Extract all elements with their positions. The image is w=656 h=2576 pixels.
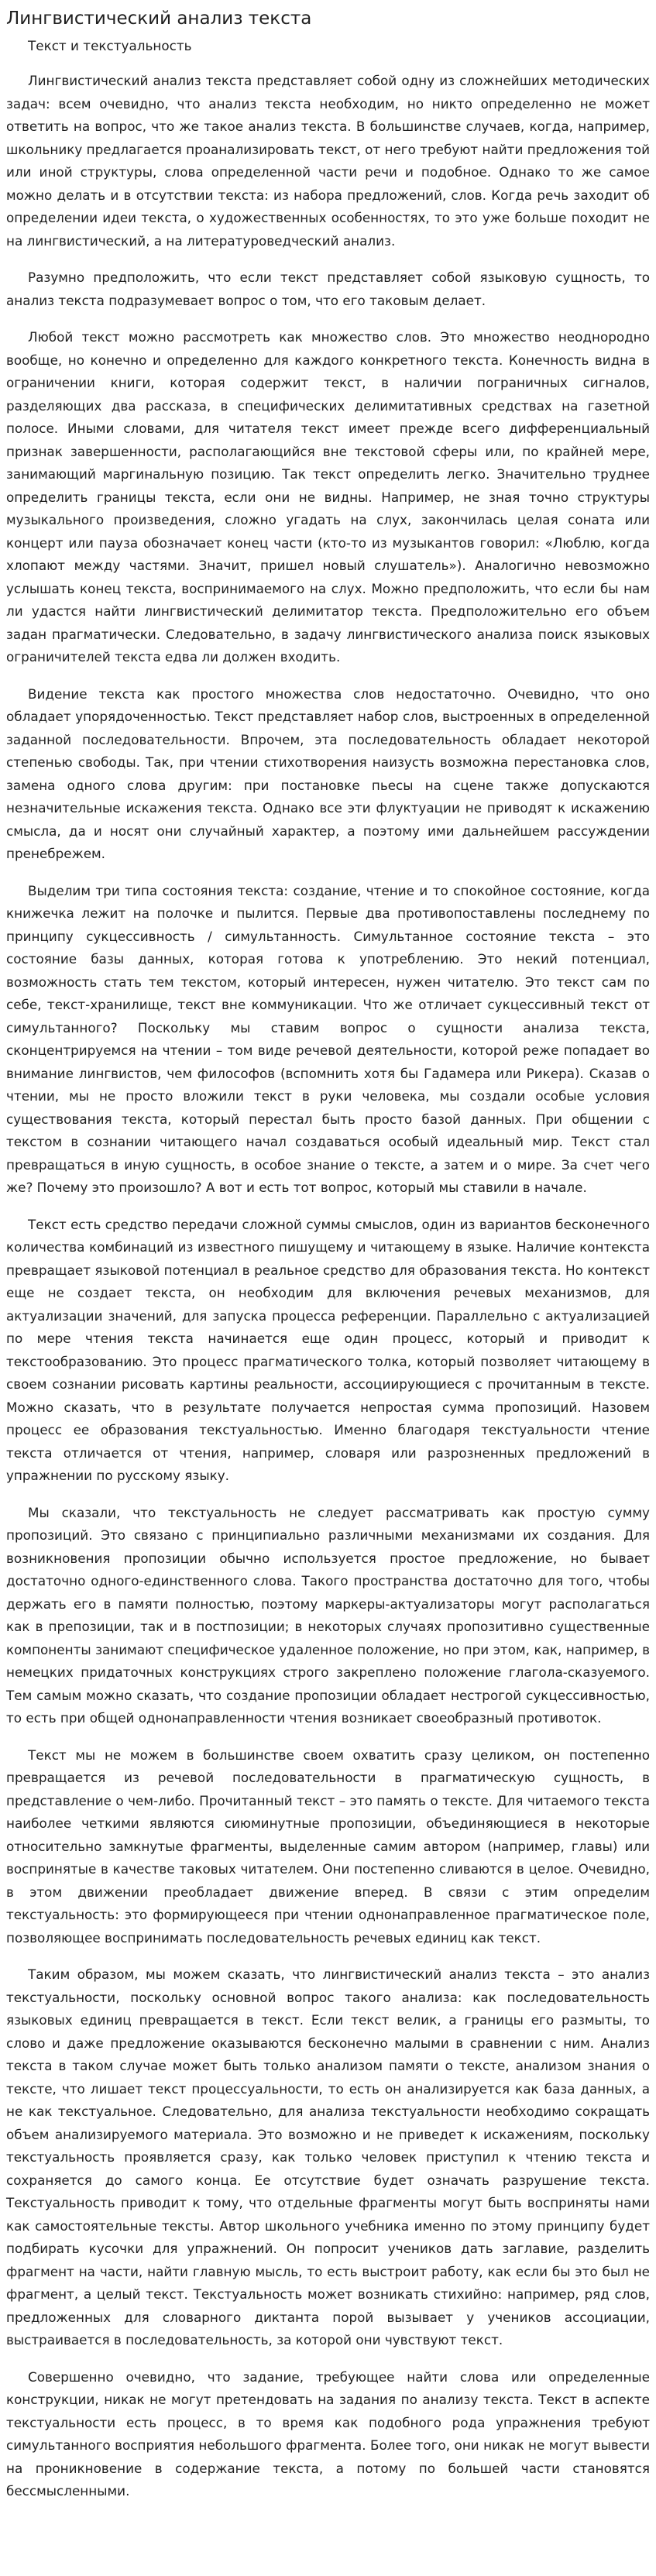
paragraph: Любой текст можно рассмотреть как множество слов. Это множество неоднородно вообще, но конечно и определенно для каждого конкретного текста. Конечность видна в ограничении книги, которая содержит текст, в наличии пограничных сигналов, разделяющих два рассказа, в специфических делимитативных средствах на газетной полосе. Иными словами, для читателя текст имеет прежде всего дифференциальный признак завершенности, располагающийся вне текстовой сферы или, по крайней мере, занимающий маргинальную позицию. Так текст определить легко. Значительно труднее определить границы текста, если они не видны. Например, не зная точно структуры музыкального произведения, сложно угадать на слух, закончилась целая соната или концерт или пауза обозначает конец части (кто-то из музыкантов говорил: «Люблю, когда хлопают между частями. Значит, пришел новый слушатель»). Аналогично невозможно услышать конец текста, воспринимаемого на слух. Можно предположить, что если бы нам ли удастся найти лингвистический делимитатор текста. Предположительно его объем задан прагматически. Следовательно, в задачу лингвистического анализа поиск языковых ограничителей текста едва ли должен входить. [6,329,650,665]
paragraph: Видение текста как простого множества слов недостаточно. Очевидно, что оно обладает упорядоченностью. Текст представляет набор слов, выстроенных в определенной заданной последовательности. Впрочем, эта последовательность обладает некоторой степенью свободы. Так, при чтении стихотворения наизусть возможна перестановка слов, замена одного слова другим: при постановке пьесы на сцене также допускаются незначительные искажения текста. Однако все эти флуктуации не приводят к искажению смысла, да и носят они случайный характер, а поэтому ими дальнейшем рассуждении пренебрежем. [6,685,650,861]
page-title: Лингвистический анализ текста [6,9,312,29]
section-subtitle: Текст и текстуальность [28,38,192,53]
paragraph: Текст мы не можем в большинстве своем охватить сразу целиком, он постепенно превращается из речевой последовательности в прагматическую сущность, в представление о чем-либо. Прочитанный текст – это память о тексте. Для читаемого текста наиболее четкими являются сиюминутные пропозиции, объединяющиеся в некоторые относительно замкнутые фрагменты, выделенные самим автором (например, главы) или воспринятые в качестве таковых читателем. Они постепенно сливаются в целое. Очевидно, в этом движении преобладает движение вперед. В связи с этим определим текстуальность: это формирующееся при чтении однонаправленное прагматическое поле, позволяющее воспринимать последовательность речевых единиц как текст. [6,1747,650,1946]
paragraph: Лингвистический анализ текста представляет собой одну из сложнейших методических задач: всем очевидно, что анализ текста необходим, но никто определенно не может ответить на вопрос, что же такое анализ текста. В большинстве случаев, когда, например, школьнику предлагается проанализировать текст, от него требуют найти предложения той или иной структуры, слова определенной части речи и подобное. Однако то же самое можно делать и в отсутствии текста: из набора предложений, слов. Когда речь заходит об определении идеи текста, о художественных особенностях, то это уже больше походит не на лингвистический, а на литературоведческий анализ. [6,73,650,249]
paragraph: Текст есть средство передачи сложной суммы смыслов, один из вариантов бесконечного количества комбинаций из известного пишущему и читающему в языке. Наличие контекста превращает языковой потенциал в реальное средство для образования текста. Но контекст еще не создает текста, он необходим для включения речевых механизмов, для актуализации значений, для запуска процесса референции. Параллельно с актуализацией по мере чтения текста начинается еще один процесс, который и приводит к текстообразованию. Это процесс прагматического толка, который позволяет читающему в своем сознании рисовать картины реальности, ассоциирующиеся с прочитанным в тексте. Можно сказать, что в результате получается непростая сумма пропозиций. Назовем процесс ее образования текстуальностью. Именно благодаря текстуальности чтение текста отличается от чтения, например, словаря или разрозненных предложений в упражнении по русскому языку. [6,1216,650,1483]
paragraph: Таким образом, мы можем сказать, что лингвистический анализ текста – это анализ текстуальности, поскольку основной вопрос такого анализа: как последовательность языковых единиц превращается в текст. Если текст велик, а границы его размыты, то слово и даже предложение оказываются бесконечно малыми в сравнении с ним. Анализ текста в таком случае может быть только анализом памяти о тексте, анализом знания о тексте, что лишает текст процессуальности, то есть он анализируется как база данных, а не как текстуальное. Следовательно, для анализа текстуальности необходимо сокращать объем анализируемого материала. Это возможно и не приведет к искажениям, поскольку текстуальность проявляется сразу, как только человек приступил к чтению текста и сохраняется до самого конца. Ее отсутствие будет означать разрушение текста. Текстуальность приводит к тому, что отдельные фрагменты могут быть восприняты нами как самостоятельные тексты. Автор школьного учебника именно по этому принципу будет подбирать кусочки для упражнений. Он попросит учеников дать заглавие, разделить фрагмент на части, найти главную мысль, то есть выстроит работу, как если бы это был не фрагмент, а целый текст. Текстуальность может возникать стихийно: например, ряд слов, предложенных для словарного диктанта порой вызывает у учеников ассоциации, выстраивается в последовательность, за которой они чувствуют текст. [6,1966,650,2348]
paragraph: Разумно предположить, что если текст представляет собой языковую сущность, то анализ текста подразумевает вопрос о том, что его таковым делает. [6,270,650,308]
paragraph: Выделим три типа состояния текста: создание, чтение и то спокойное состояние, когда книжечка лежит на полочке и пылится. Первые два противопоставлены последнему по принципу сукцессивность / симультанность. Симультанное состояние текста – это состояние базы данных, которая готова к употреблению. Это некий потенциал, возможность стать тем текстом, который интересен, нужен читателю. Это текст сам по себе, текст-хранилище, текст вне коммуникации. Что же отличает сукцессивный текст от симультанного? Поскольку мы ставим вопрос о сущности анализа текста, сконцентрируемся на чтении – том виде речевой деятельности, которой реже попадает во внимание лингвистов, чем философов (вспомнить хотя бы Гадамера или Рикера). Сказав о чтении, мы не просто вложили текст в руки человека, мы создали особые условия существования текста, который перестал быть просто базой данных. При общении с текстом в сознании читающего начал создаваться особый идеальный мир. Текст стал превращаться в иную сущность, в особое знание о тексте, а затем и о мире. За счет чего же? Почему это произошло? А вот и есть тот вопрос, который мы ставили в начале. [6,882,650,1195]
paragraph: Совершенно очевидно, что задание, требующее найти слова или определенные конструкции, никак не могут претендовать на задания по анализу текста. Текст в аспекте текстуальности есть процесс, в то время как подобного рода упражнения требуют симультанного восприятия небольшого фрагмента. Более того, они никак не могут вывести на проникновение в содержание текста, а потому по большей части становятся бессмысленными. [6,2368,650,2499]
paragraph: Мы сказали, что текстуальность не следует рассматривать как простую сумму пропозиций. Это связано с принципиально различными механизмами их создания. Для возникновения пропозиции обычно используется простое предложение, но бывает достаточно одного-единственного слова. Такого пространства достаточно для того, чтобы держать его в памяти полностью, поэтому маркеры-актуализаторы могут располагаться как в препозиции, так и в постпозиции; в некоторых случаях пропозитивно существенные компоненты занимают специфическое удаленное положение, но при этом, как, например, в немецких придаточных конструкциях строго закреплено положение глагола-сказуемого. Тем самым можно сказать, что создание пропозиции обладает нестрогой сукцессивностью, то есть при общей однонаправленности чтения возникает своеобразный противоток. [6,1504,650,1726]
